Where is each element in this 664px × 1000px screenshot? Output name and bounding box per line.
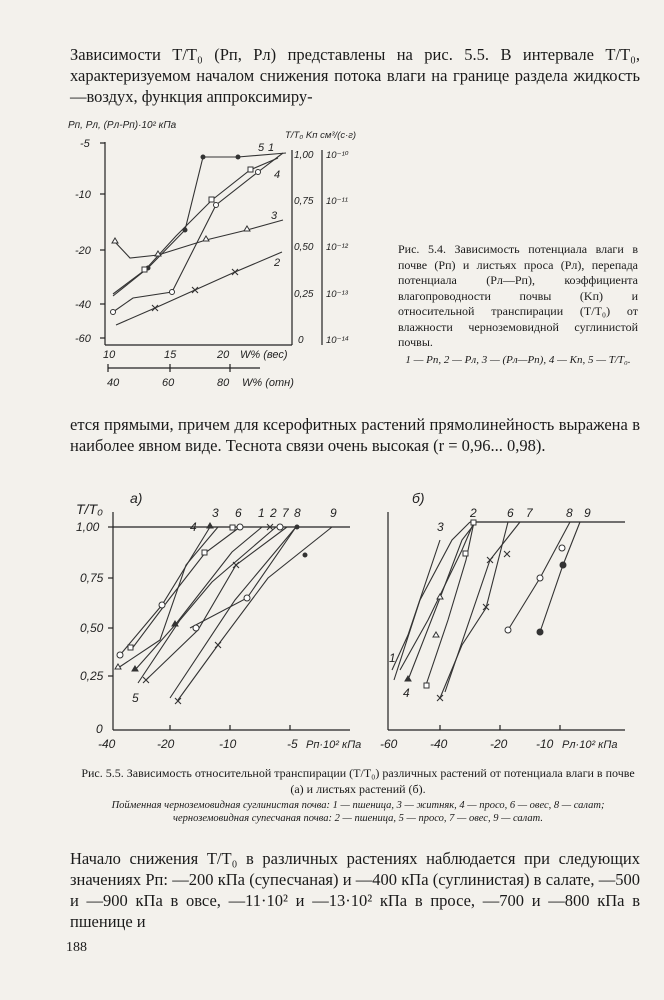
- fig55b-curve-label: 8: [566, 506, 573, 520]
- fig54-tt0-tick: 1,00: [294, 150, 314, 161]
- fig55-caption-block: [78, 766, 638, 825]
- fig55a-x-tick: -5: [287, 737, 298, 751]
- fig55a-x-tick: -10: [219, 737, 237, 751]
- fig54-k-tick: 10⁻¹⁴: [326, 335, 349, 346]
- fig55b-curve-label: 9: [584, 506, 591, 520]
- fig55b-curve-label: 6: [507, 506, 514, 520]
- fig54-left-tick: -60: [75, 333, 91, 345]
- fig54-curve-label: 3: [271, 210, 278, 222]
- fig55b-x-tick: -60: [380, 737, 398, 751]
- fig55b-curve: [540, 522, 580, 632]
- fig54-tt0-tick: 0,75: [294, 196, 314, 207]
- fig54-k-tick: 10⁻¹¹: [326, 196, 348, 207]
- fig55a-curve: [146, 527, 287, 680]
- fig55b-curve: [394, 522, 470, 680]
- paragraph-bottom: Начало снижения T/T₀ в различных растениях наблюдается при следующих значениях Pп: —200 кПа (супесчаная) и —400 кПа (суглинистая) в салате, —500 и —900 кПа в овсе, —11·10² и —13·10² кПа в просе, —700 и —800 кПа в пшенице и: [70, 849, 640, 931]
- fig55-y-tick: 1,00: [76, 520, 100, 534]
- page-number: 188: [66, 940, 87, 955]
- fig55b-curve: [440, 522, 508, 698]
- fig55-y-tick: 0,25: [80, 669, 104, 683]
- fig54-curve-label: 2: [274, 257, 281, 269]
- fig55a-curve-label: 9: [330, 506, 337, 520]
- fig55a-curve-label: 4: [190, 520, 197, 534]
- fig55a-curve-label: 2: [270, 506, 277, 520]
- fig54-tt0-tick: 0,50: [294, 242, 314, 253]
- fig54-x-label-rel: W% (отн): [242, 377, 294, 389]
- fig55a-curve-label: 6: [235, 506, 242, 520]
- fig54-k-tick: 10⁻¹³: [326, 289, 348, 300]
- paragraph-intro: Зависимости T/T₀ (Pп, Pл) представлены на рис. 5.5. В интервале T/T₀, характеризуемом началом снижения потока влаги на границе раздела жидкость—воздух, функция аппроксимиру-: [70, 45, 640, 106]
- fig54-left-tick: -40: [75, 299, 91, 311]
- fig55-y-tick: 0,50: [80, 621, 104, 635]
- fig55a-curve-label: 3: [212, 506, 219, 520]
- fig54-legend: 1 — Pп, 2 — Pл, 3 — (Pл—Pп), 4 — Kп, 5 — T/T₀.: [405, 353, 631, 366]
- fig55b-x-tick: -10: [536, 737, 554, 751]
- fig55a-curve-label: 8: [294, 506, 301, 520]
- fig54-left-tick: -10: [75, 189, 91, 201]
- fig55a-curve: [178, 527, 332, 700]
- fig55b-curve: [445, 522, 520, 692]
- fig54-x-tick-rel: 40: [107, 377, 120, 389]
- fig55b-curve-label: 2: [470, 506, 477, 520]
- fig55-legend: Пойменная черноземовидная суглинистая почва: 1 — пшеница, 3 — житняк, 4 — просо, 6 — овес, 8 — салат; черноземовидная супесчаная почва: 2 — пшеница, 5 — просо, 7 — овес, 9 — салат.: [111, 800, 605, 824]
- fig55a-curve-label: 7: [282, 506, 289, 520]
- fig54-curve-label: 4: [274, 169, 281, 181]
- fig55-y-label: T/T₀: [76, 501, 103, 517]
- fig55-panel-a: а): [130, 490, 143, 506]
- fig55b-curve-label: 7: [526, 506, 533, 520]
- fig55b-curve-label: 1: [389, 651, 396, 665]
- fig55b-curve: [426, 522, 474, 685]
- fig55-panel-b: б): [412, 490, 425, 506]
- paragraph-middle: ется прямыми, причем для ксерофитных растений прямолинейность выражена в наиболее явном виде. Теснота связи очень высокая (r = 0,96... 0,98).: [70, 415, 640, 455]
- fig54-tt0-tick: 0: [298, 335, 304, 346]
- fig55b-x-tick: -20: [490, 737, 508, 751]
- fig55a-curve: [170, 527, 296, 698]
- fig55a-x-label: Pп·10² кПа: [306, 739, 362, 751]
- fig54-left-axis-label: Pп, Pл, (Pл-Pп)·10² кПа: [68, 120, 177, 131]
- fig55b-curve-label: 4: [403, 686, 410, 700]
- fig55b-curve: [408, 522, 476, 680]
- fig54-caption: Рис. 5.4. Зависимость потенциала влаги в почве (Pп) и листьях проса (Pл), перепада потенциала (Pл—Pп), коэффициента влагопроводности почвы (Kп) и относительной транспирации (T/T₀) от влажности черноземовидной суглинистой почвы.: [398, 242, 638, 349]
- fig55b-curves: [392, 522, 580, 698]
- fig54-left-tick: -20: [75, 245, 91, 257]
- fig54-curve-label: 5: [258, 142, 265, 154]
- fig54-right-axis-label: T/T₀ Kп см³/(с·г): [285, 130, 357, 141]
- fig55-y-ticks: [76, 520, 113, 736]
- fig54-curve-label: 1: [268, 142, 275, 154]
- fig54-k-tick: 10⁻¹⁰: [326, 150, 349, 161]
- fig55b-x-label: Pл·10² кПа: [562, 739, 618, 751]
- fig54-x-tick-rel: 60: [162, 377, 175, 389]
- fig54-left-tick: -5: [80, 138, 90, 150]
- fig54-k-tick: 10⁻¹²: [326, 242, 348, 253]
- fig55b-curve: [400, 522, 474, 670]
- fig55b-x-ticks: [380, 725, 617, 751]
- fig55b-markers: [405, 520, 566, 701]
- fig55a-curve: [131, 527, 240, 650]
- fig54-x-tick: 20: [217, 349, 230, 361]
- fig55a-curves: [118, 527, 332, 700]
- fig54-x-tick: 10: [103, 349, 116, 361]
- fig55b-x-tick: -40: [430, 737, 448, 751]
- fig55-y-tick: 0: [96, 722, 103, 736]
- fig55a-x-tick: -20: [157, 737, 175, 751]
- fig55b-curve: [392, 540, 440, 670]
- fig54-tt0-tick: 0,25: [294, 289, 314, 300]
- fig54-x-tick-rel: 80: [217, 377, 230, 389]
- fig55-y-tick: 0,75: [80, 571, 104, 585]
- fig55-caption: Рис. 5.5. Зависимость относительной транспирации (T/T₀) различных растений от потенциала влаги в почве (а) и листьях растений (б).: [81, 766, 635, 796]
- fig54-x-tick: 15: [164, 349, 177, 361]
- fig54-x-label: W% (вес): [240, 349, 288, 361]
- fig55a-x-tick: -40: [98, 737, 116, 751]
- fig55a-curve-label: 1: [258, 506, 265, 520]
- fig55a-curve-label: 5: [132, 691, 139, 705]
- fig55b-curve-label: 3: [437, 520, 444, 534]
- fig55a-markers: [115, 523, 307, 704]
- fig55a-x-ticks: [98, 725, 361, 751]
